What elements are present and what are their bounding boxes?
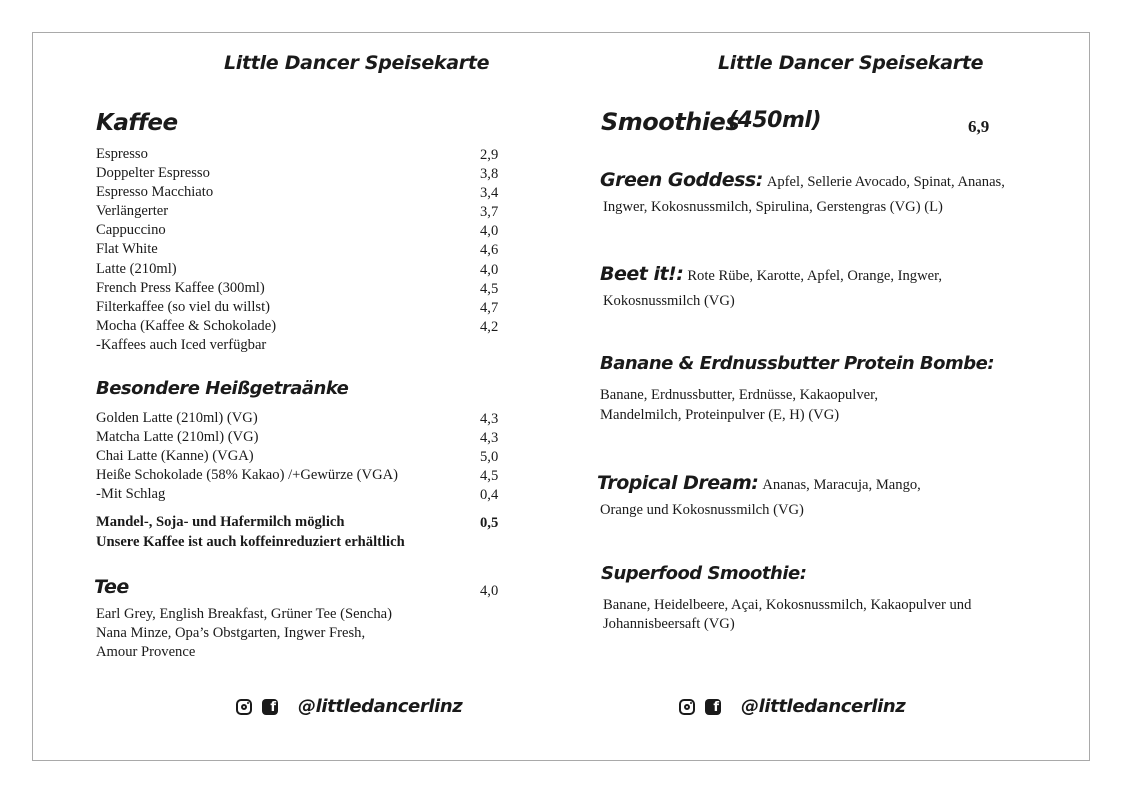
smoothies-size: (450ml) [728,108,821,133]
list-item: Latte (210ml) 4,0 [96,260,499,278]
list-item: Golden Latte (210ml) (VG) 4,3 [96,410,499,427]
tee-line: Amour Provence [96,644,196,660]
facebook-icon[interactable]: f [705,699,721,715]
social-handle[interactable]: @littledancerlinz [298,696,463,717]
right-page-title: Little Dancer Speisekarte [718,52,984,74]
list-item: Flat White 4,6 [96,241,499,259]
social-handle[interactable]: @littledancerlinz [741,696,906,717]
list-item: Cappuccino 4,0 [96,222,499,240]
heissgetraenke-list [96,409,506,504]
smoothie-item: Beet it!: Rote Rübe, Karotte, Apfel, Orange, Ingwer, Kokosnussmilch (VG) [600,263,943,309]
list-item: Verlängerter 3,7 [96,203,499,221]
left-footer [236,696,462,717]
list-item: Heiße Schokolade (58% Kakao) /+Gewürze (VGA) 4,5 [96,467,499,485]
list-item: -Mit Schlag 0,4 [96,486,499,504]
list-item: Mocha (Kaffee & Schokolade) 4,2 [96,317,499,335]
smoothies-price: 6,9 [968,117,990,136]
instagram-icon[interactable] [679,699,695,715]
smoothie-item: Tropical Dream: Ananas, Maracuja, Mango, Orange und Kokosnussmilch (VG) [597,472,921,518]
kaffee-heading: Kaffee [96,110,178,136]
tee-line: Nana Minze, Opa’s Obstgarten, Ingwer Fresh, [96,625,366,641]
smoothie-line: Johannisbeersaft (VG) [603,616,735,632]
smoothie-item: Green Goddess: Apfel, Sellerie Avocado, Spinat, Ananas, Ingwer, Kokosnussmilch, Spirulina, Gerstengras (VG) (L) [600,169,1005,215]
instagram-icon[interactable] [236,699,252,715]
smoothie-name: Banane & Erdnussbutter Protein Bombe: [600,353,995,374]
decaf-note: Unsere Kaffee ist auch koffeinreduziert erhältlich [96,534,405,550]
list-item: French Press Kaffee (300ml) 4,5 [96,279,499,297]
kaffee-list [96,145,506,355]
list-item: Filterkaffee (so viel du willst) 4,7 [96,298,499,316]
list-item: Chai Latte (Kanne) (VGA) 5,0 [96,448,499,466]
tee-line: Earl Grey, English Breakfast, Grüner Tee (Sencha) [96,606,393,622]
milk-price: 0,5 [480,515,499,531]
facebook-icon[interactable]: f [262,699,278,715]
smoothie-line: Mandelmilch, Proteinpulver (E, H) (VG) [600,407,840,423]
list-item: Espresso 2,9 [96,146,499,163]
smoothie-name: Green Goddess: [600,169,763,191]
iced-note: -Kaffees auch Iced verfügbar [96,336,267,353]
smoothie-line: Banane, Heidelbeere, Açai, Kokosnussmilch, Kakaopulver und [603,597,972,613]
smoothie-name: Superfood Smoothie: [601,563,807,584]
heissgetraenke-heading: Besondere Heißgetraänke [96,378,349,399]
smoothie-name: Beet it!: [600,263,684,285]
smoothies-heading: Smoothies [601,108,740,136]
smoothie-name: Tropical Dream: [597,472,759,494]
milk-note: Mandel-, Soja- und Hafermilch möglich [96,514,345,530]
tee-price: 4,0 [480,583,499,599]
list-item: Doppelter Espresso 3,8 [96,165,499,183]
right-footer [679,696,905,717]
tee-heading: Tee [94,576,129,598]
list-item: Espresso Macchiato 3,4 [96,184,499,202]
list-item: Matcha Latte (210ml) (VG) 4,3 [96,429,499,447]
left-page-title: Little Dancer Speisekarte [224,52,490,74]
smoothie-line: Banane, Erdnussbutter, Erdnüsse, Kakaopulver, [600,387,879,403]
